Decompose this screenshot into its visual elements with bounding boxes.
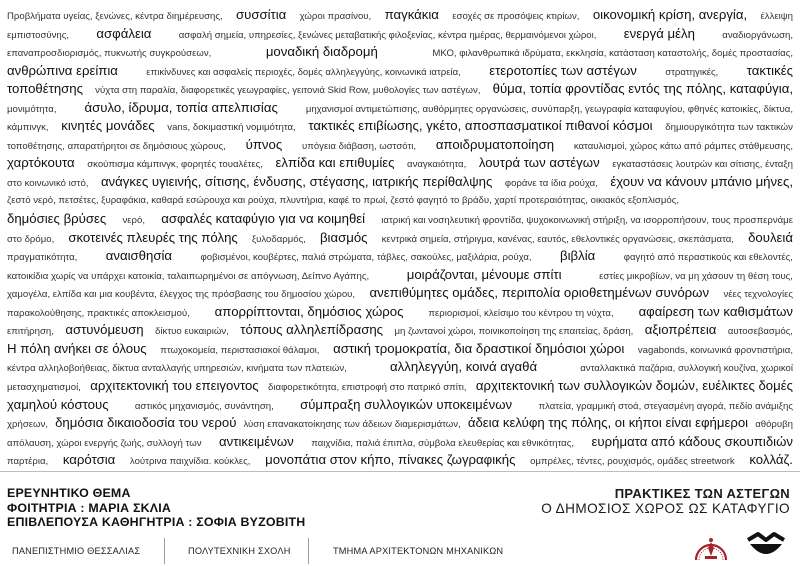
text-phrase: περιορισμοί, κλείσιμο του κέντρου τη νύχτα, [428, 307, 614, 319]
text-phrase: εσοχές σε προσόψεις κτιρίων, [452, 11, 580, 22]
text-phrase: στο κοινωνικό ιστό, [7, 177, 89, 189]
department-label: ΤΜΗΜΑ ΑΡΧΙΤΕΚΤΟΝΩΝ ΜΗΧΑΝΙΚΩΝ [333, 546, 504, 556]
project-info [7, 486, 305, 530]
text-phrase: κάμπινγκ, [7, 122, 49, 134]
text-phrase: χρήσεων, [7, 419, 48, 431]
text-phrase: πτωχοκομεία, περιστασιακοί θάλαμοι, [160, 344, 320, 356]
keyword-phrase: ελπίδα και επιθυμίες [275, 155, 395, 171]
title-line-2: Ο ΔΗΜΟΣΙΟΣ ΧΩΡΟΣ ΩΣ ΚΑΤΑΦΥΓΙΟ [541, 501, 790, 516]
text-phrase: νύχτα στη παραλία, διαφορετικές γεωγραφίες, γειτονιά Skid Row, μυθολογίες των αστέγων, [95, 85, 481, 97]
keyword-phrase: βιασμός [319, 229, 368, 245]
keyword-phrase: μονοπάτια στον κήπο, πίνακες ζωγραφικής [265, 452, 516, 468]
keyword-phrase: θύμα, τοπία φροντίδας εντός της πόλης, καταφύγια, [492, 81, 793, 97]
keyword-phrase: ανάγκες υγιεινής, σίτισης, ένδυσης, στέγασης, ιατρικής περίθαλψης [100, 173, 493, 189]
text-phrase: vans, δοκιμαστική νομιμότητα, [167, 122, 296, 134]
text-phrase: νέες τεχνολογίες [723, 289, 793, 301]
keyword-phrase: αστυνόμευση [65, 322, 144, 338]
text-phrase: φοράνε τα ίδια ρούχα, [504, 177, 598, 189]
keyword-phrase: συσσίτια [235, 7, 287, 22]
word-cloud-line [7, 432, 793, 451]
keyword-phrase: αντικειμένων [219, 433, 294, 449]
keyword-phrase: αρχιτεκτονική του επειγοντος [90, 378, 259, 393]
keyword-phrase: αφαίρεση των καθισμάτων [638, 303, 793, 319]
text-phrase: τοποθέτησης, απαρατήρητοι σε δημόσιους χώρους, [7, 140, 226, 152]
text-phrase: λούτρινα παιχνίδια. κούκλες, [129, 456, 251, 468]
keyword-phrase: έχουν να κάνουν μπάνιο μήνες, [610, 173, 793, 189]
text-phrase: μηχανισμοί αντιμετώπισης, αυθόρμητες οργανώσεις, συνύπαρξη, γεωγραφία καταφυγίου, φθηνές κατοικίες, δίκτυα, [305, 103, 793, 115]
keyword-phrase: χαμηλού κόστους [7, 396, 109, 412]
word-cloud-line [7, 395, 793, 414]
text-phrase: αναδιοργάνωση, [722, 29, 793, 41]
school-label: ΠΟΛΥΤΕΧΝΙΚΗ ΣΧΟΛΗ [188, 546, 291, 556]
keyword-phrase: άσυλο, ίδρυμα, τοπία απελπισίας [84, 99, 278, 115]
keyword-phrase: οικονομική κρίση, ανεργία, [592, 7, 748, 22]
word-cloud-line [7, 228, 793, 247]
text-phrase: ξυλοδαρμός, [251, 233, 306, 245]
keyword-phrase: αποιδρυματοποίηση [435, 136, 555, 152]
research-topic-label: ΕΡΕΥΝΗΤΙΚΟ ΘΕΜΑ [7, 486, 131, 500]
keyword-phrase: κολλάζ. [749, 452, 793, 468]
text-phrase: αναγκαιότητα, [407, 159, 467, 171]
text-phrase: επικίνδυνες και ασφαλείς περιοχές, δομές αλληλεγγύης, κοινωνικά ιατρεία, [146, 66, 461, 78]
text-phrase: μονιμότητα, [7, 103, 57, 115]
department-logo-icon [744, 530, 788, 558]
keyword-phrase: δουλειά [748, 229, 793, 245]
text-phrase: ανταλλακτικά παζάρια, συλλογική κουζίνα, χωρικοί [580, 363, 793, 375]
keyword-phrase: ενεργά μέλη [623, 25, 695, 41]
keyword-phrase: σύμπραξη συλλογικών υποκειμένων [300, 396, 513, 412]
keyword-phrase: ανεπιθύμητες ομάδες, περιπολία οριοθετημένων συνόρων [369, 285, 710, 301]
keyword-phrase: τακτικές επιβίωσης, γκέτο, αποσπασματικοί πιθανοί κόσμοι [308, 118, 653, 134]
text-phrase: δίκτυο ευκαιριών, [155, 326, 229, 338]
text-phrase: κατοικίδια χωρίς να υπάρχει κατοικία, ταλαιπωρημένοι σε απόγνωση, Δείπνο Αγάπης, [7, 270, 370, 282]
word-cloud-line [7, 172, 793, 191]
word-cloud-line [7, 24, 793, 43]
text-phrase: μη ζωντανοί χώροι, ποινικοποίηση της επαιτείας, δράση, [394, 326, 634, 338]
text-phrase: στρατηγικές, [665, 66, 719, 78]
text-phrase: μετασχηματισμοί, [7, 382, 81, 393]
keyword-phrase: ευρήματα από κάδους σκουπιδιών [591, 433, 793, 449]
keyword-phrase: αξιοπρέπεια [644, 322, 717, 338]
text-phrase: φαγητό από περαστικούς και εθελοντές, [623, 252, 793, 264]
word-cloud-line [7, 42, 793, 61]
text-phrase: εμπιστοσύνης, [7, 29, 70, 41]
keyword-phrase: καρότσια [62, 452, 116, 468]
university-seal-icon [690, 532, 732, 562]
text-phrase: αθόρυβη [755, 419, 793, 431]
word-cloud-line [7, 283, 793, 302]
text-phrase: επιτήρηση, [7, 326, 54, 338]
word-cloud-line [7, 320, 793, 339]
text-phrase: παιχνίδια, παλιά έπιπλα, σύμβολα ελευθερίας και εθνικότητας, [311, 437, 575, 449]
text-phrase: vagabonds, κοινωνικά φροντιστήρια, [637, 344, 793, 356]
text-phrase: δημιουργικότητα των τακτικών [665, 122, 793, 134]
word-cloud-line [7, 5, 793, 24]
keyword-phrase: κινητές μονάδες [61, 118, 155, 134]
word-cloud-line [7, 79, 793, 98]
keyword-phrase: άδεια κελύφη της πόλης, οι κήποι είναι εφήμεροι [467, 415, 749, 431]
student-name: ΦΟΙΤΗΤΡΙΑ : ΜΑΡΙΑ ΣΚΛΙΑ [7, 500, 172, 515]
text-phrase: λύση επανακατοίκησης των άδειων διαμερισμάτων, [243, 419, 461, 431]
keyword-phrase: βιβλία [560, 248, 596, 264]
keyword-phrase: δημόσια δικαιοδοσία του νερού [55, 415, 237, 431]
university-label: ΠΑΝΕΠΙΣΤΗΜΙΟ ΘΕΣΣΑΛΙΑΣ [12, 546, 141, 556]
word-cloud-line [7, 265, 793, 284]
keyword-phrase: τόπους αλληλεπίδρασης [240, 322, 384, 338]
keyword-phrase: τοποθέτησης [7, 81, 84, 97]
text-phrase: ιατρική και νοσηλευτική φροντίδα, ψυχοκοινωνική στήριξη, να ισορροπήσουν, τους προσπερνάμε [381, 215, 793, 227]
text-phrase: κέντρα αλληλοβοήθειας, δίκτυα ανταλλαγής υπηρεσιών, κινήματα των πλατειών, [7, 363, 347, 375]
keyword-phrase: απορρίπτονται, δημόσιος χώρος [214, 303, 404, 319]
keyword-phrase: Η πόλη ανήκει σε όλους [7, 340, 147, 356]
keyword-phrase: λουτρά των αστέγων [478, 155, 600, 171]
text-phrase: καταυλισμοί, χώρος κάτω από ράμπες στάθμευσης, [573, 140, 793, 152]
keyword-phrase: χαρτόκουτα [7, 155, 75, 171]
word-cloud-line [7, 413, 793, 432]
word-cloud-line [7, 357, 793, 376]
keyword-phrase: αλληλεγγύη, κοινά αγαθά [390, 359, 538, 375]
supervisor-name: ΕΠΙΒΛΕΠΟΥΣΑ ΚΑΘΗΓΗΤΡΙΑ : ΣΟΦΙΑ ΒΥΖΟΒΙΤΗ [7, 515, 306, 529]
keyword-phrase: ύπνος [245, 136, 283, 152]
word-cloud-line [7, 376, 793, 395]
word-cloud-line [7, 450, 793, 469]
text-phrase: αστικός μηχανισμός, συνάντηση, [134, 400, 274, 412]
text-phrase: Προβλήματα υγείας, ξενώνες, κέντρα διημέρευσης, [7, 11, 223, 22]
keyword-phrase: τακτικές [746, 62, 793, 78]
keyword-phrase: μοιράζονται, μένουμε σπίτι [406, 266, 562, 282]
text-phrase: ΜΚΟ, φιλανθρωπικά ιδρύματα, εκκλησία, κατάσταση καταστολής, δομές προστασίας, [432, 48, 793, 60]
word-cloud-line [7, 246, 793, 265]
text-phrase: ασφαλή σημεία, υπηρεσίες, ξενώνες μεταβατικής φιλοξενίας, κέντρα ημέρας, θερμαινόμενοι χώροι, [178, 29, 597, 41]
word-cloud-line [7, 153, 793, 172]
keyword-phrase: αναισθησία [105, 248, 173, 264]
word-cloud-line [7, 116, 793, 135]
text-phrase: ζεστό νερό, πετσέτες, ξυραφάκια, καθαρά εσώρουχα και ρούχα, πλυντήρια, καφέ το πρωί, ζεστό φαγητό το βράδυ, χαρτί προτεραιότητας, οικιακός εξοπλισμός, [7, 194, 679, 206]
project-title [541, 486, 790, 517]
text-phrase: χαμογέλα, ελπίδα και μια κουβέντα, έλεγχος της πρόσβασης του δημοσίου χώρου, [7, 289, 356, 301]
keyword-phrase: δημόσιες βρύσες [7, 211, 107, 227]
text-phrase: σκούπισμα κάμπινγκ, φορητές τουαλέτες, [87, 159, 263, 171]
divider [0, 471, 800, 472]
word-cloud-line [7, 135, 793, 154]
text-phrase: έλλειψη [760, 11, 793, 22]
text-phrase: πλατεία, γραμμική στοά, στεγασμένη αγορά, πεδίο ανάμιξης [538, 400, 793, 412]
keyword-phrase: ασφάλεια [96, 25, 152, 41]
text-phrase: στο δρόμο, [7, 233, 55, 245]
word-cloud [7, 5, 793, 468]
keyword-phrase: μοναδική διαδρομή [265, 44, 378, 60]
keyword-phrase: ασφαλές καταφύγιο για να κοιμηθεί [161, 211, 366, 227]
text-phrase: υπόγεια διάβαση, ωστσότι, [301, 140, 417, 152]
word-cloud-line [7, 61, 793, 80]
text-phrase: αυτοσεβασμός, [727, 326, 793, 338]
footer-separator [308, 538, 309, 564]
keyword-phrase: παγκάκια [384, 7, 439, 22]
word-cloud-line [7, 98, 793, 117]
keyword-phrase: αστική τρομοκρατία, δια δραστικοί δημόσιοι χώροι [333, 340, 625, 356]
title-line-1: ΠΡΑΚΤΙΚΕΣ ΤΩΝ ΑΣΤΕΓΩΝ [614, 486, 790, 501]
text-phrase: ομπρέλες, τέντες, ρουχισμός, ομάδες streetwork [530, 456, 735, 468]
institution-footer [0, 538, 620, 564]
text-phrase: διαφορετικότητα, επιστροφή στο πατρικό σπίτι, [268, 382, 467, 393]
word-cloud-line [7, 191, 793, 210]
text-phrase: κεντρικά σημεία, στήριγμα, κανένας, εαυτός, εθελοντικές οργανώσεις, σκεπάσματα, [381, 233, 734, 245]
word-cloud-line [7, 209, 793, 228]
text-phrase: φοβισμένοι, κουβέρτες, παλιά στρώματα, τάβλες, σακούλες, μαξιλάρια, ρούχα, [200, 252, 532, 264]
word-cloud-line [7, 302, 793, 321]
text-phrase: πραγματικότητα, [7, 252, 78, 264]
text-phrase: απόλαυση, χώροι ενεργής ζωής, συλλογή των [7, 437, 202, 449]
text-phrase: επαναπροσδιορισμός, πυκνωτής συγκρούσεων, [7, 48, 212, 60]
keyword-phrase: ετεροτοπίες των αστέγων [489, 62, 637, 78]
text-phrase: εστίες μικροβίων, να μη χάσουν τη θέση τους, [599, 270, 793, 282]
keyword-phrase: ανθρώπινα ερείπια [7, 62, 118, 78]
word-cloud-line [7, 339, 793, 358]
text-phrase: παρακολούθησης, πρακτικές αποκλεισμού, [7, 307, 190, 319]
text-phrase: εγκαταστάσεις λουτρών και σίτισης, ένταξη [612, 159, 793, 171]
keyword-phrase: σκοτεινές πλευρές της πόλης [68, 229, 238, 245]
text-phrase: παρτέρια, [7, 456, 49, 468]
keyword-phrase: αρχιτεκτονική των συλλογικών δομών, ευέλικτες δομές [475, 378, 793, 393]
text-phrase: χώροι πρασίνου, [299, 11, 372, 22]
footer-separator [164, 538, 165, 564]
text-phrase: νερό, [122, 215, 145, 227]
